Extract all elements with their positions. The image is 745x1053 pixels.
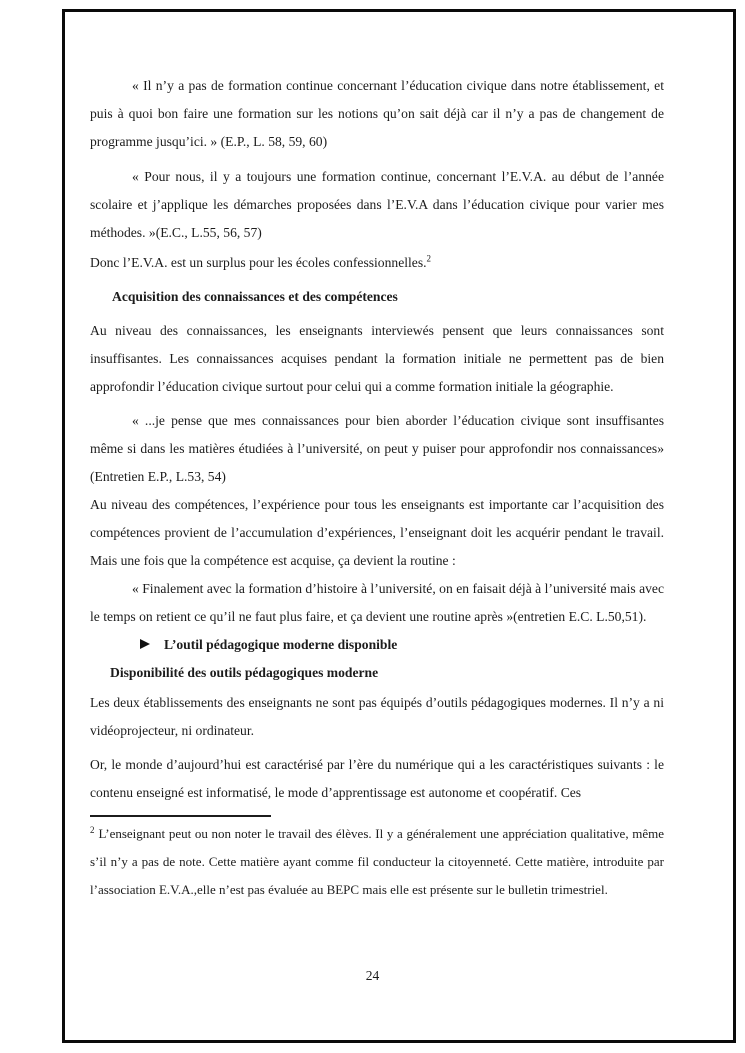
footnote-marker: 2 xyxy=(90,824,95,835)
footnote-text: L’enseignant peut ou non noter le travail des élèves. Il y a généralement une appréciation qualitative, même s’il n’y a pas de note. Cette matière ayant comme fil conducteur la citoyenneté. Cette matière, introduite par l’association E.V.A.,elle n’est pas évaluée au BEPC mais elle est présente sur le bulletin trimestriel. xyxy=(90,826,664,897)
arrowhead-bullet-icon xyxy=(140,639,150,649)
paragraph-deux-etablissements: Les deux établissements des enseignants ne sont pas équipés d’outils pédagogiques modernes. Il n’y a ni vidéoprojecteur, ni ordinateur. xyxy=(90,695,664,738)
paragraph-donc-eva-text: Donc l’E.V.A. est un surplus pour les écoles confessionnelles. xyxy=(90,255,427,270)
paragraph-quote-formation-continue: « Il n’y a pas de formation continue concernant l’éducation civique dans notre établissement, et puis à quoi bon faire une formation sur les notions qu’on sait déjà car il n’y a pas de changement de programme jusqu’ici. » (E.P., L. 58, 59, 60) xyxy=(90,78,664,149)
paragraph-niveau-competences: Au niveau des compétences, l’expérience pour tous les enseignants est importante car l’acquisition des compétences provient de l’accumulation d’expériences, l’enseignant doit les acquérir pendant le travail. Mais une fois que la compétence est acquise, ça devient la routine : xyxy=(90,497,664,568)
paragraph-niveau-connaissances: Au niveau des connaissances, les enseignants interviewés pensent que leurs connaissances sont insuffisantes. Les connaissances acquises pendant la formation initiale ne permettent pas de bien approfondir l’éducation civique surtout pour celui qui a comme formation initiale la géographie. xyxy=(90,323,664,394)
footnote-separator xyxy=(90,815,271,817)
heading-disponibilite-outils: Disponibilité des outils pédagogiques moderne xyxy=(110,665,379,680)
paragraph-donc-eva xyxy=(90,249,664,277)
bullet-heading-label: L’outil pédagogique moderne disponible xyxy=(164,637,398,652)
bullet-heading-outil-pedagogique xyxy=(140,631,664,659)
footnote xyxy=(90,820,664,904)
page-content xyxy=(90,72,664,904)
paragraph-quote-finalement: « Finalement avec la formation d’histoire à l’université, on en faisait déjà à l’université mais avec le temps on retient ce qu’il ne faut plus faire, et ça devient une routine après »(entretien E.C. L.50,51). xyxy=(90,581,664,624)
paragraph-quote-je-pense: « ...je pense que mes connaissances pour bien aborder l’éducation civique sont insuffisantes même si dans les matières étudiées à l’université, on peut y puiser pour approfondir nos connaissances» (Entretien E.P., L.53, 54) xyxy=(90,413,664,484)
heading-acquisition-connaissances: Acquisition des connaissances et des compétences xyxy=(112,289,398,304)
paragraph-quote-pour-nous: « Pour nous, il y a toujours une formation continue, concernant l’E.V.A. au début de l’année scolaire et j’applique les démarches proposées dans l’E.V.A dans l’éducation civique pour varier mes méthodes. »(E.C., L.55, 56, 57) xyxy=(90,169,664,240)
footnote-reference-marker: 2 xyxy=(426,253,432,264)
paragraph-monde-numerique: Or, le monde d’aujourd’hui est caractérisé par l’ère du numérique qui a les caractéristiques suivants : le contenu enseigné est informatisé, le mode d’apprentissage est autonome et coopératif. Ces xyxy=(90,757,664,800)
page-number: 24 xyxy=(365,968,380,983)
